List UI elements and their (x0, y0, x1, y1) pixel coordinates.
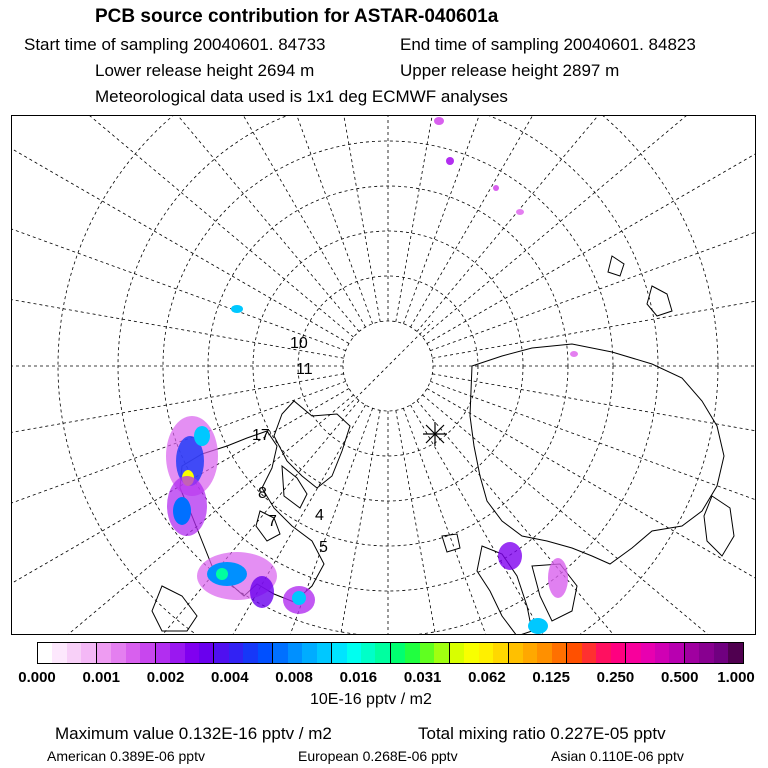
colorbar-segment (126, 643, 140, 663)
colorbar-segment (611, 643, 626, 663)
upper-height-label: Upper release height 2897 m (400, 61, 620, 80)
colorbar-segment (375, 643, 390, 663)
contour-label: 8 (258, 485, 267, 502)
lower-height-label: Lower release height 2694 m (95, 61, 315, 80)
colorbar-segment (391, 643, 405, 663)
colorbar-segment (567, 643, 581, 663)
colorbar-tick-label: 0.125 (532, 669, 570, 686)
asterisk-icon (423, 422, 447, 446)
colorbar-segment (450, 643, 464, 663)
colorbar-tick-label: 0.250 (596, 669, 635, 686)
colorbar-tick-label: 0.000 (18, 669, 56, 686)
colorbar-segment (140, 643, 155, 663)
colorbar-segment (111, 643, 125, 663)
colorbar-segment (420, 643, 434, 663)
contour-label: 7 (268, 513, 277, 530)
colorbar-segment (626, 643, 640, 663)
colorbar-segment (302, 643, 316, 663)
colorbar-segment (273, 643, 287, 663)
colorbar-segment (229, 643, 243, 663)
map-canvas (12, 116, 756, 635)
colorbar-segment (199, 643, 214, 663)
colorbar-tick-label: 0.016 (339, 669, 378, 686)
colorbar-segment (317, 643, 332, 663)
colorbar-segment (523, 643, 537, 663)
contour-label: 10 (290, 335, 308, 352)
colorbar-segment (434, 643, 449, 663)
colorbar-segment (685, 643, 699, 663)
met-data-label: Meteorological data used is 1x1 deg ECMWF analyses (95, 87, 508, 106)
colorbar-segment (479, 643, 493, 663)
max-value-label: Maximum value 0.132E-16 pptv / m2 (55, 724, 332, 743)
colorbar-segment (493, 643, 508, 663)
colorbar-tick-label: 0.062 (468, 669, 506, 686)
colorbar-segment (699, 643, 713, 663)
graticule (12, 116, 756, 635)
colorbar-segment (288, 643, 302, 663)
colorbar-segment (185, 643, 199, 663)
colorbar-segment (405, 643, 419, 663)
colorbar-units: 10E-16 pptv / m2 (310, 691, 432, 708)
colorbar-segment (728, 643, 742, 663)
colorbar-segment (38, 643, 52, 663)
start-time-label: Start time of sampling 20040601. 84733 (24, 35, 326, 54)
colorbar-segment (156, 643, 170, 663)
colorbar-segment (596, 643, 610, 663)
total-mixing-ratio-label: Total mixing ratio 0.227E-05 pptv (418, 724, 666, 743)
colorbar-segment (669, 643, 684, 663)
colorbar-segment (714, 643, 728, 663)
contour-label: 5 (319, 539, 328, 556)
colorbar-tick-label: 0.002 (146, 669, 185, 686)
european-contribution: European 0.268E-06 pptv (298, 748, 458, 764)
asian-contribution: Asian 0.110E-06 pptv (551, 748, 684, 764)
colorbar-segment (582, 643, 596, 663)
colorbar-segment (243, 643, 257, 663)
colorbar-tick-label: 0.004 (211, 669, 249, 686)
colorbar-tick-label: 0.008 (275, 669, 313, 686)
colorbar-segment (509, 643, 523, 663)
contour-label: 4 (315, 507, 324, 524)
colorbar-segment (641, 643, 655, 663)
plot-title: PCB source contribution for ASTAR-040601a (95, 6, 499, 27)
colorbar-segment (258, 643, 273, 663)
colorbar-segment (464, 643, 478, 663)
colorbar-tick-label: 0.001 (82, 669, 121, 686)
colorbar-segment (170, 643, 184, 663)
colorbar-tick-label: 0.500 (660, 669, 699, 686)
colorbar-segment (81, 643, 96, 663)
colorbar-segment (537, 643, 551, 663)
colorbar-segment (214, 643, 228, 663)
colorbar-segment (97, 643, 111, 663)
american-contribution: American 0.389E-06 pptv (47, 748, 205, 764)
colorbar-segment (552, 643, 567, 663)
colorbar-tick-label: 0.031 (403, 669, 442, 686)
contour-label: 17 (252, 427, 270, 444)
colorbar-segment (67, 643, 81, 663)
source-contribution-field (166, 117, 578, 634)
colorbar (37, 642, 744, 664)
colorbar-segment (332, 643, 346, 663)
colorbar-segment (655, 643, 669, 663)
end-time-label: End time of sampling 20040601. 84823 (400, 35, 696, 54)
contour-label: 11 (296, 361, 313, 378)
colorbar-tick-label: 1.000 (717, 669, 755, 686)
colorbar-segment (361, 643, 375, 663)
polar-map (11, 115, 756, 635)
colorbar-segment (52, 643, 66, 663)
colorbar-segment (347, 643, 361, 663)
